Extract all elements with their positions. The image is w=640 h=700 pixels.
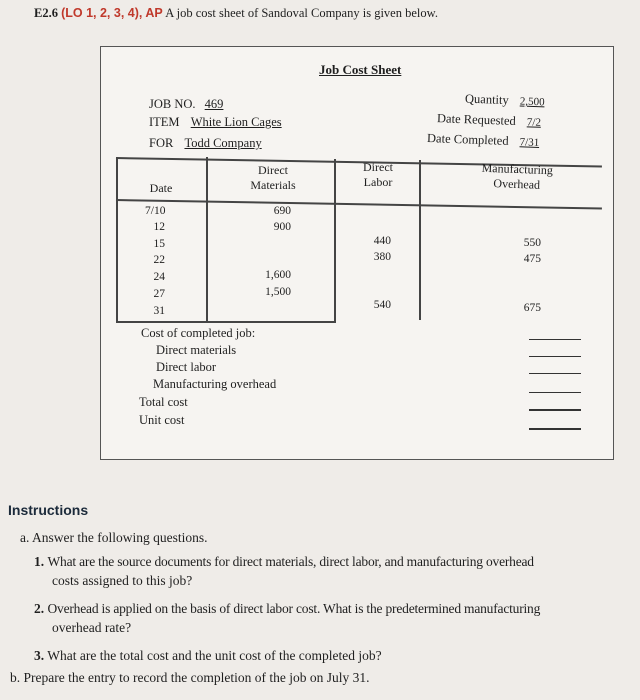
- exercise-description: A job cost sheet of Sandoval Company is given below.: [165, 6, 438, 20]
- col-divider-dl: [419, 160, 421, 320]
- for-line: [149, 136, 262, 151]
- for-label: FOR: [149, 136, 174, 150]
- job-no-value: 469: [204, 97, 224, 111]
- question-1: [34, 552, 638, 590]
- row-1-dm: 690: [273, 205, 291, 217]
- summary-unit-cost: Unit cost: [139, 413, 185, 427]
- instruction-a-text: Answer the following questions.: [32, 530, 208, 545]
- blank-subtotal[interactable]: [529, 392, 581, 393]
- summary-heading: Cost of completed job:: [141, 326, 256, 340]
- sheet-title: Job Cost Sheet: [319, 62, 402, 77]
- col-header-mo-line2: Overhead: [493, 176, 541, 192]
- instructions-heading: Instructions: [8, 502, 89, 518]
- row-5-dm: 1,600: [265, 269, 291, 281]
- row-3-mo: 550: [523, 237, 541, 249]
- question-2-number: 2.: [34, 601, 45, 616]
- col-header-date: Date: [149, 181, 173, 195]
- date-requested-label: Date Requested: [436, 111, 517, 128]
- date-completed-label: Date Completed: [426, 131, 509, 148]
- exercise-header: [34, 6, 438, 21]
- row-3-dl: 440: [373, 235, 391, 247]
- job-cost-sheet: [100, 46, 614, 460]
- blank-unit-cost[interactable]: [529, 428, 581, 430]
- question-1-line1: What are the source documents for direct materials, direct labor, and manufacturing overhead: [47, 554, 534, 569]
- blank-total-cost[interactable]: [529, 409, 581, 411]
- row-6-dm: 1,500: [265, 286, 291, 298]
- for-value: Todd Company: [184, 136, 262, 150]
- row-7-date: 31: [153, 305, 165, 317]
- instruction-a-label: a.: [20, 530, 30, 545]
- row-2-dm: 900: [273, 221, 291, 233]
- col-header-dl-line1: Direct: [363, 160, 393, 174]
- item-line: [149, 115, 282, 130]
- col-header-direct-labor: [343, 160, 413, 190]
- row-7-dl: 540: [373, 299, 391, 311]
- col-header-manufacturing-overhead: [457, 160, 578, 194]
- col-header-direct-materials: [219, 163, 327, 193]
- quantity-label: Quantity: [464, 91, 510, 108]
- row-3-date: 15: [153, 238, 165, 250]
- blank-direct-materials[interactable]: [529, 339, 581, 340]
- summary-total-cost: Total cost: [139, 395, 188, 409]
- quantity-line: [465, 92, 545, 110]
- table-header-rule: [116, 199, 602, 209]
- table-bottom-rule: [116, 321, 336, 323]
- summary-direct-labor: Direct labor: [156, 360, 217, 374]
- question-2-line1: Overhead is applied on the basis of direct labor cost. What is the predetermined manufacturing: [47, 601, 541, 616]
- question-1-number: 1.: [34, 554, 45, 569]
- row-2-date: 12: [153, 221, 165, 233]
- quantity-value: 2,500: [519, 95, 545, 109]
- instruction-b-label: b.: [10, 670, 21, 685]
- date-requested-line: [437, 111, 541, 130]
- row-4-dl: 380: [373, 251, 391, 263]
- job-no-label: JOB NO.: [149, 97, 196, 111]
- item-value: White Lion Cages: [190, 115, 282, 129]
- col-header-mo-line1: Manufacturing: [481, 160, 554, 178]
- row-7-mo: 675: [523, 302, 541, 314]
- date-requested-value: 7/2: [526, 116, 542, 129]
- item-label: ITEM: [149, 115, 180, 129]
- col-divider-date: [206, 157, 208, 323]
- learning-objectives: (LO 1, 2, 3, 4), AP: [61, 6, 163, 20]
- question-3-text: What are the total cost and the unit cost of the completed job?: [47, 648, 382, 663]
- job-no-line: [149, 97, 223, 112]
- col-divider-dm: [334, 159, 336, 323]
- instruction-b-text: Prepare the entry to record the completion of the job on July 31.: [23, 670, 370, 685]
- col-header-dm-line2: Materials: [250, 178, 296, 192]
- blank-direct-labor[interactable]: [529, 356, 581, 357]
- question-2: [34, 599, 638, 637]
- row-5-date: 24: [153, 271, 165, 283]
- date-completed-line: [427, 131, 540, 150]
- blank-manufacturing-overhead[interactable]: [529, 373, 581, 374]
- instruction-a: [20, 528, 208, 547]
- col-header-dl-line2: Labor: [363, 175, 393, 189]
- row-4-mo: 475: [523, 253, 541, 265]
- date-completed-value: 7/31: [519, 136, 540, 149]
- question-3: [34, 646, 382, 665]
- question-2-line2: overhead rate?: [52, 620, 132, 635]
- row-1-date: 7/10: [145, 205, 166, 217]
- question-3-number: 3.: [34, 648, 45, 663]
- summary-manufacturing-overhead: Manufacturing overhead: [153, 377, 277, 391]
- exercise-number: E2.6: [34, 6, 58, 20]
- row-6-date: 27: [153, 288, 165, 300]
- col-divider-left: [116, 157, 118, 323]
- question-1-line2: costs assigned to this job?: [52, 573, 193, 588]
- instruction-b: [10, 668, 370, 687]
- row-4-date: 22: [153, 254, 165, 266]
- col-header-dm-line1: Direct: [258, 163, 288, 177]
- summary-direct-materials: Direct materials: [156, 343, 237, 357]
